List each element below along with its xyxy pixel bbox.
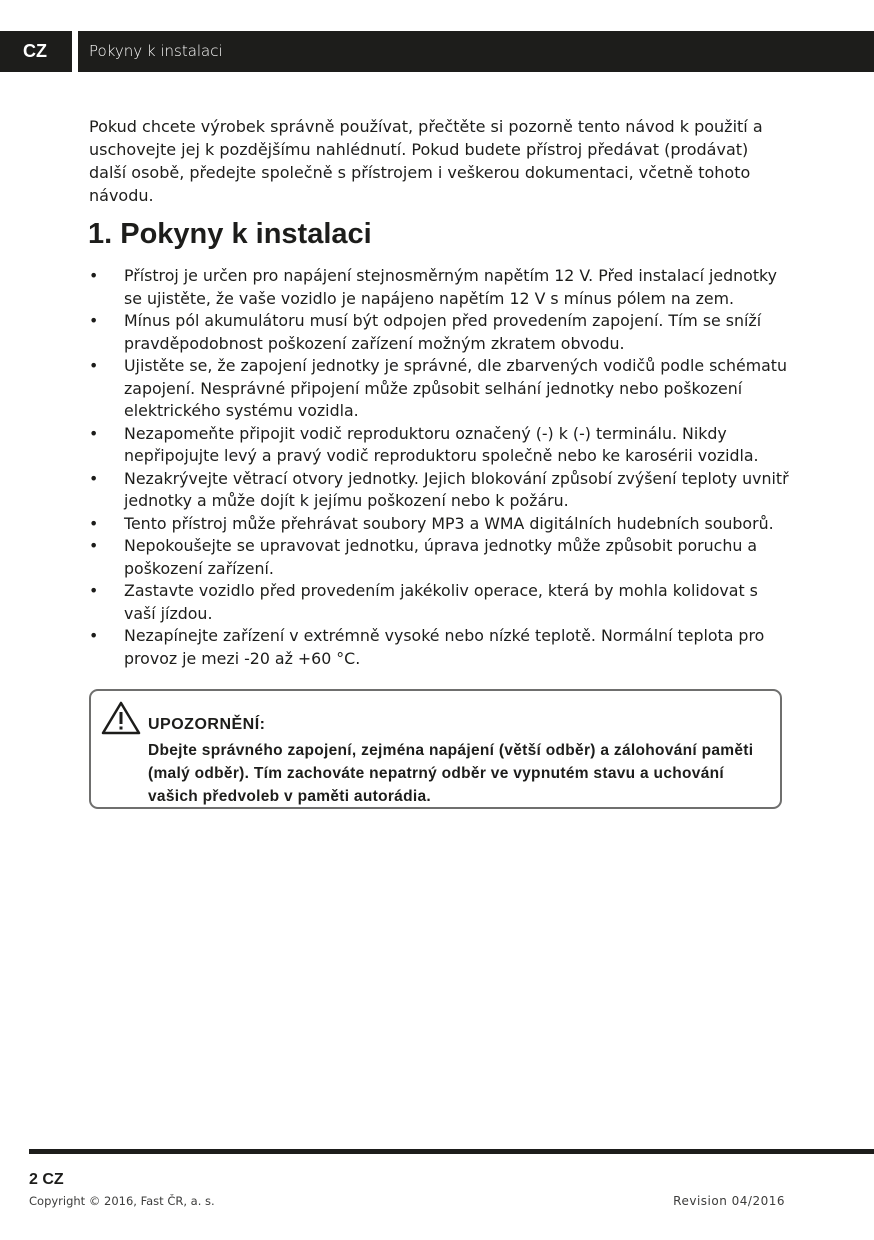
- bullet-icon: •: [89, 311, 99, 330]
- section-heading: 1. Pokyny k instalaci: [88, 218, 372, 250]
- instruction-list: [89, 265, 794, 670]
- list-item-text: Nepokoušejte se upravovat jednotku, úprava jednotky může způsobit poruchu a poškození zařízení.: [124, 536, 758, 578]
- list-item-text: Tento přístroj může přehrávat soubory MP3 a WMA digitálních hudebních souborů.: [124, 513, 774, 533]
- list-item: [89, 535, 794, 580]
- bullet-icon: •: [89, 581, 99, 600]
- revision-label: Revision 04/2016: [673, 1194, 785, 1208]
- bullet-icon: •: [89, 468, 99, 488]
- list-item: [89, 265, 794, 310]
- bullet-icon: •: [89, 356, 99, 375]
- list-item: [89, 468, 794, 513]
- footer-divider: [29, 1149, 874, 1154]
- list-item-text: Zastavte vozidlo před provedením jakékoliv operace, která by mohla kolidovat s vaší jízdou.: [124, 581, 758, 623]
- warning-box: [89, 689, 782, 809]
- bullet-icon: •: [89, 423, 99, 443]
- list-item: [89, 423, 794, 468]
- bullet-icon: •: [89, 513, 99, 533]
- header-title: Pokyny k instalaci: [89, 42, 223, 60]
- header-separator: [72, 31, 78, 72]
- intro-paragraph: Pokud chcete výrobek správně používat, přečtěte si pozorně tento návod k použití a uschovejte jej k pozdějšímu nahlédnutí. Pokud budete přístroj předávat (prodávat) další osobě, předejte společně s přístrojem i veškerou dokumentaci, včetně tohoto návodu.: [89, 117, 763, 205]
- warning-title: UPOZORNĚNÍ:: [148, 716, 266, 733]
- language-tag: CZ: [0, 31, 70, 72]
- bullet-icon: •: [89, 266, 99, 285]
- page-number: 2 CZ: [29, 1171, 64, 1188]
- list-item: [89, 310, 794, 355]
- bullet-icon: •: [89, 626, 99, 645]
- list-item-text: Ujistěte se, že zapojení jednotky je správné, dle zbarvených vodičů podle schématu zapojení. Nesprávné připojení může způsobit selhání jednotky nebo poškození elektrického systému vozidla.: [124, 356, 787, 420]
- list-item-text: Mínus pól akumulátoru musí být odpojen před provedením zapojení. Tím se sníží pravděpodobnost poškození zařízení možným zkratem obvodu.: [124, 311, 762, 353]
- list-item: [89, 513, 794, 536]
- list-item-text: Nezakrývejte větrací otvory jednotky. Jejich blokování způsobí zvýšení teploty uvnitř jednotky a může dojít k jejímu poškození nebo k požáru.: [124, 468, 789, 510]
- copyright-notice: Copyright © 2016, Fast ČR, a. s.: [29, 1194, 215, 1208]
- warning-triangle-icon: [101, 701, 141, 735]
- list-item-text: Nezapomeňte připojit vodič reproduktoru označený (-) k (-) terminálu. Nikdy nepřipojujte levý a pravý vodič reproduktoru společně nebo ke karosérii vozidla.: [124, 423, 759, 465]
- list-item: [89, 625, 794, 670]
- bullet-icon: •: [89, 536, 99, 555]
- list-item: [89, 355, 794, 423]
- list-item-text: Přístroj je určen pro napájení stejnosměrným napětím 12 V. Před instalací jednotky se ujistěte, že vaše vozidlo je napájeno napětím 12 V s mínus pólem na zem.: [124, 266, 777, 308]
- warning-text: Dbejte správného zapojení, zejména napájení (větší odběr) a zálohování paměti (malý odběr). Tím zachováte nepatrný odběr ve vypnutém stavu a uchování vašich předvoleb v paměti autorádia.: [148, 742, 754, 805]
- list-item-text: Nezapínejte zařízení v extrémně vysoké nebo nízké teplotě. Normální teplota pro provoz je mezi -20 až +60 °C.: [124, 626, 765, 668]
- list-item: [89, 580, 794, 625]
